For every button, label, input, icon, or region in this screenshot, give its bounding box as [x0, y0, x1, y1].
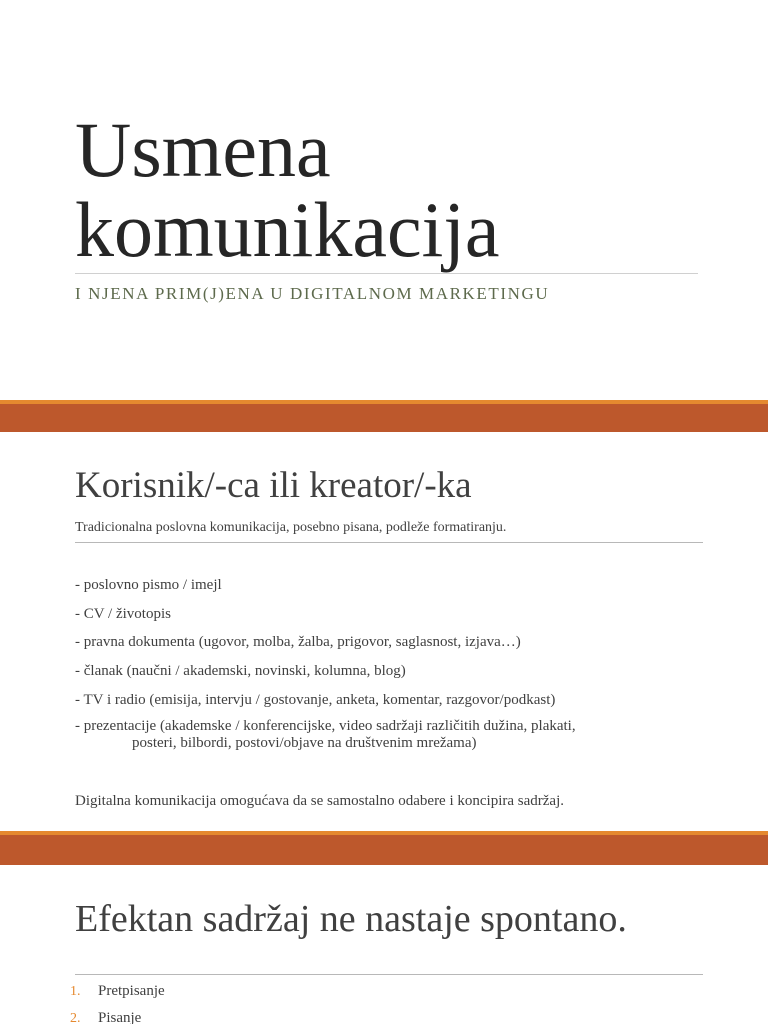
slide-separator-band — [0, 400, 768, 432]
list-item-continuation: posteri, bilbordi, postovi/objave na društvenim mrežama) — [132, 735, 477, 752]
closing-text: Digitalna komunikacija omogućava da se samostalno odabere i koncipira sadržaj. — [75, 793, 565, 809]
list-item: - članak (naučni / akademski, novinski, kolumna, blog) — [75, 663, 406, 680]
content-divider — [75, 542, 703, 543]
list-item — [75, 718, 695, 752]
title-slide — [0, 0, 768, 400]
content-slide-process — [0, 865, 768, 1024]
slide-separator-band — [0, 831, 768, 865]
presentation-title: Usmena komunikacija — [75, 106, 500, 273]
document-types-list — [75, 575, 695, 752]
list-item — [70, 1008, 165, 1024]
steps-list — [70, 981, 165, 1024]
title-divider — [75, 273, 698, 274]
content-divider — [75, 974, 703, 975]
list-item — [70, 981, 165, 1008]
list-item: - poslovno pismo / imejl — [75, 577, 222, 593]
list-item: - pravna dokumenta (ugovor, molba, žalba, prigovor, saglasnost, izjava…) — [75, 634, 521, 651]
presentation-subtitle: I NJENA PRIM(J)ENA U DIGITALNOM MARKETINGU — [75, 284, 550, 303]
intro-text: Tradicionalna poslovna komunikacija, posebno pisana, podleže formatiranju. — [75, 520, 507, 535]
slide-heading: Efektan sadržaj ne nastaje spontano. — [75, 898, 627, 940]
list-item-label: Pisanje — [98, 1010, 142, 1024]
list-item: - CV / životopis — [75, 605, 171, 622]
slide-heading: Korisnik/-ca ili kreator/-ka — [75, 465, 472, 506]
list-item-line: - prezentacije (akademske / konferencijske, video sadržaji različitih dužina, plakati, — [75, 718, 576, 735]
list-item-label: Pretpisanje — [98, 983, 165, 999]
content-slide-formats — [0, 432, 768, 831]
list-number: 2. — [70, 1011, 81, 1024]
list-item: - TV i radio (emisija, intervju / gostovanje, anketa, komentar, razgovor/podkast) — [75, 691, 556, 708]
list-number: 1. — [70, 984, 81, 999]
